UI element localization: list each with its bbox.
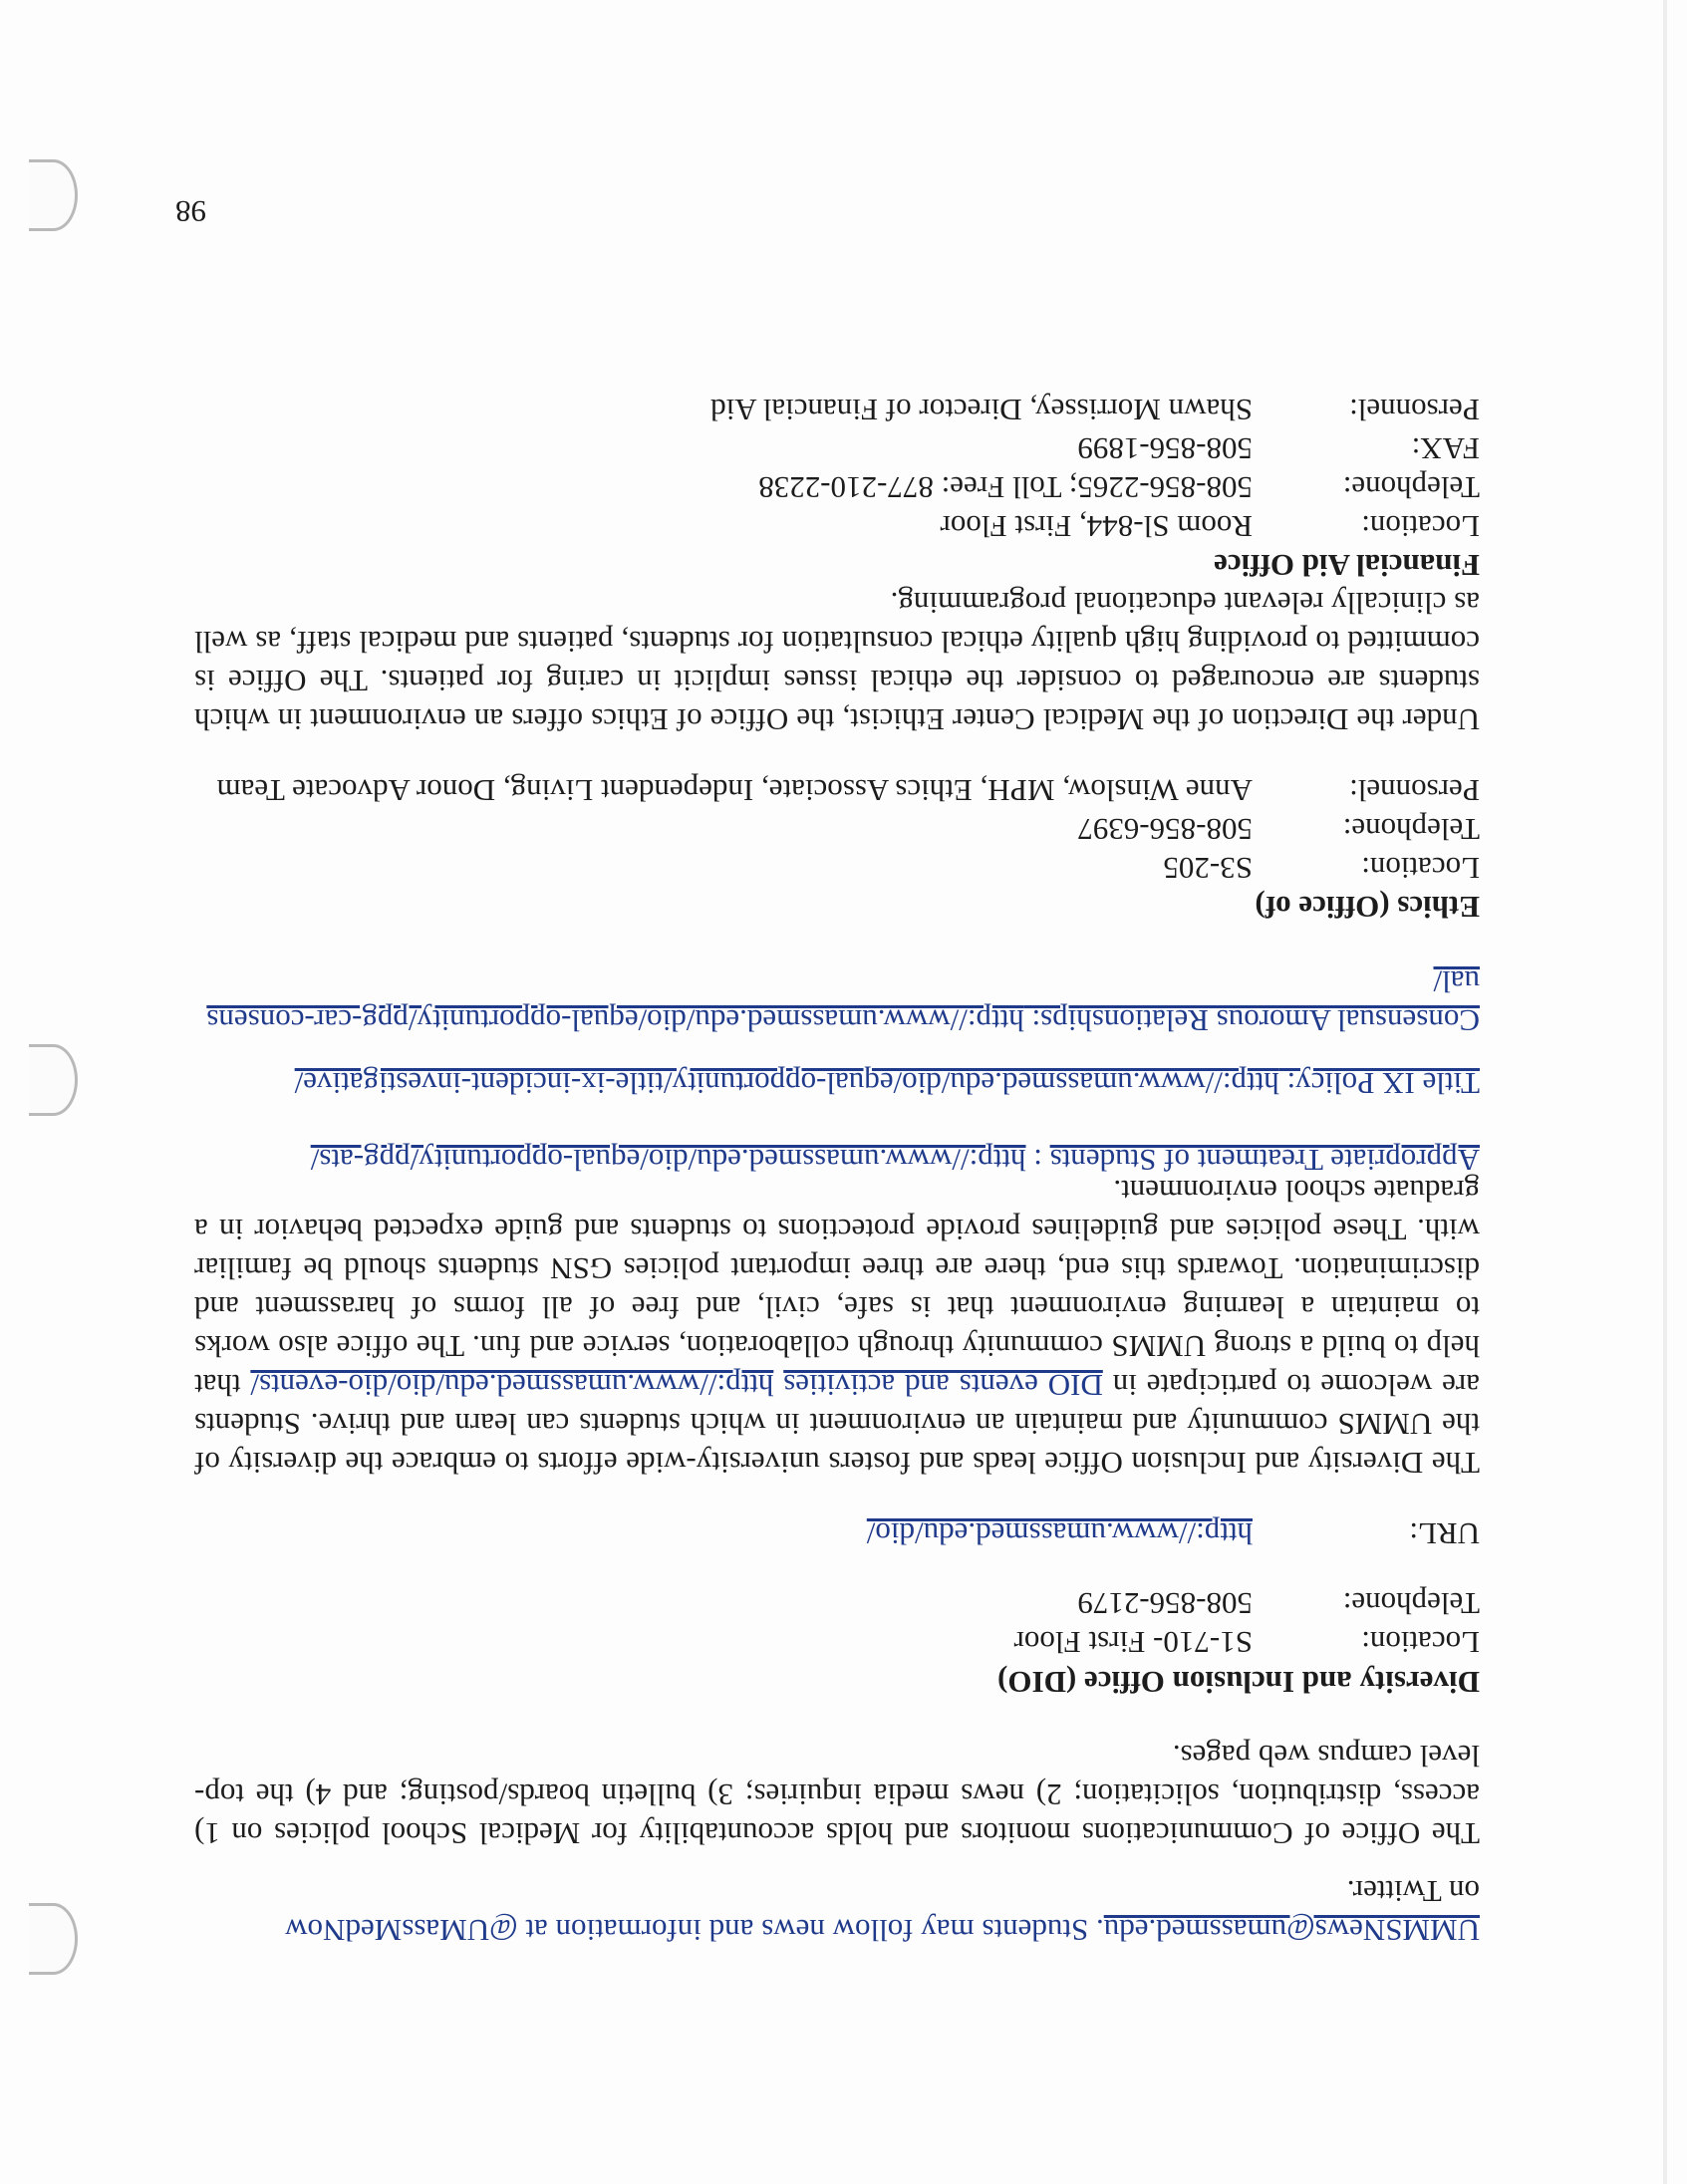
ethics-personnel-label: Personnel:: [1349, 773, 1480, 808]
dio-paragraph: [194, 1172, 1480, 1483]
ethics-location-value: S3-205: [1163, 851, 1253, 886]
policy-consensual: [194, 962, 1480, 1040]
fa-fax-row: [194, 429, 1480, 468]
binder-hole-top: [29, 1903, 78, 1975]
fa-location-row: [194, 507, 1480, 546]
fa-telephone-label: Telephone:: [1342, 470, 1480, 505]
policy2-url-link[interactable]: http://www.umassmed.edu/dio/equal-opportunity/title-ix-incident-investigative/: [294, 1066, 1279, 1101]
dio-url-label: URL:: [1409, 1516, 1480, 1551]
email-link[interactable]: UMMSNews@umassmed.edu: [1103, 1913, 1480, 1948]
dio-events-link[interactable]: DIO events and activities: [783, 1368, 1103, 1403]
dio-url-link[interactable]: http://www.umassmed.edu/dio/: [866, 1516, 1253, 1551]
dio-location-label: Location:: [1361, 1625, 1480, 1660]
dio-paragraph-part2: that help to build a strong UMMS community through collaboration, service and fun. The office also works to maintain a learning environment that is safe, civil, and free of all forms of harassment and discrimination. Towards this end, there are three important policies GSN students should be familiar with. These policies and guidelines provide protections to students and guide expected behavior in a graduate school environment.: [194, 1174, 1480, 1403]
fa-personnel-row: [194, 391, 1480, 429]
policy1-label-link[interactable]: Appropriate Treatment of Students: [1049, 1143, 1480, 1178]
dio-heading: Diversity and Inclusion Office (DIO): [997, 1665, 1480, 1700]
binder-hole-bottom: [29, 159, 78, 231]
ethics-personnel-value: Anne Winslow, MPH, Ethics Associate, Independent Living, Donor Advocate Team: [216, 773, 1253, 808]
twitter-text: . Students may follow news and information at @UMassMedNow: [285, 1913, 1104, 1948]
twitter-text-2: on Twitter.: [1346, 1874, 1480, 1909]
news-line: [194, 1911, 1480, 1950]
dio-telephone-value: 508-856-2179: [1077, 1586, 1253, 1621]
dio-telephone-row: [194, 1584, 1480, 1623]
ethics-location-row: [194, 849, 1480, 888]
fa-telephone-value: 508-856-2265; Toll Free: 877-210-2238: [758, 470, 1253, 505]
dio-events-url[interactable]: http://www.umassmed.edu/dio/dio-events/: [250, 1368, 774, 1403]
fa-telephone-row: [194, 468, 1480, 507]
policy-appropriate-treatment: [311, 1141, 1480, 1180]
policy-title-ix: [295, 1064, 1480, 1103]
financial-aid-heading: Financial Aid Office: [1214, 548, 1480, 583]
ethics-heading: Ethics (Office of): [1255, 890, 1480, 925]
fa-location-value: Room Sl-844, First Floor: [940, 509, 1253, 544]
fa-personnel-label: Personnel:: [1349, 393, 1480, 427]
page-number: 98: [175, 194, 206, 229]
ethics-telephone-row: [194, 810, 1480, 849]
ethics-telephone-value: 508-856-6397: [1077, 812, 1253, 847]
ethics-paragraph: Under the Direction of the Medical Center Ethicist, the Office of Ethics offers an environment in which students are encouraged to consider the ethical issues implicit in caring for patients. The Office is committed to providing high quality ethical consultation for students, patients and medical staff, as well as clinically relevant educational programming.: [194, 586, 1480, 737]
policy1-url-link[interactable]: http://www.umassmed.edu/dio/equal-opportunity/ppg-ats/: [310, 1143, 1026, 1178]
communications-paragraph: The Office of Communications monitors and holds accountability for Medical School policies on 1) access, distribution, solicitation; 2) news media inquiries; 3) bulletin boards/posting; and 4) the top-level campus web pages.: [194, 1739, 1480, 1851]
ethics-location-label: Location:: [1361, 851, 1480, 886]
fa-fax-label: FAX:: [1411, 431, 1480, 466]
policy1-separator: :: [1025, 1143, 1050, 1178]
binder-hole-middle: [29, 1044, 78, 1116]
dio-location-row: [194, 1623, 1480, 1662]
ethics-telephone-label: Telephone:: [1342, 812, 1480, 847]
policy3-label-link[interactable]: Consensual Amorous Relationships:: [1023, 1003, 1480, 1038]
scan-edge-shadow: [1663, 0, 1667, 2184]
dio-location-value: S1-710- First Floor: [1013, 1625, 1253, 1660]
fa-fax-value: 508-856-1899: [1077, 431, 1253, 466]
policy2-label-link[interactable]: Title IX Policy:: [1278, 1066, 1480, 1101]
policy3-url-link[interactable]: http://www.umassmed.edu/dio/equal-opportunity/ppg-car-consensual/: [206, 964, 1480, 1038]
dio-url-row: [194, 1514, 1480, 1553]
fa-personnel-value: Shawn Morrissey, Director of Financial Aid: [710, 393, 1253, 427]
dio-telephone-label: Telephone:: [1342, 1586, 1480, 1621]
dio-paragraph-part1: The Diversity and Inclusion Office leads and fosters university-wide efforts to embrace the diversity of the UMMS community and maintain an environment in which students can learn and thrive. Students are welcome to participate in: [194, 1368, 1480, 1481]
fa-location-label: Location:: [1361, 509, 1480, 544]
ethics-personnel-row: [194, 771, 1480, 810]
